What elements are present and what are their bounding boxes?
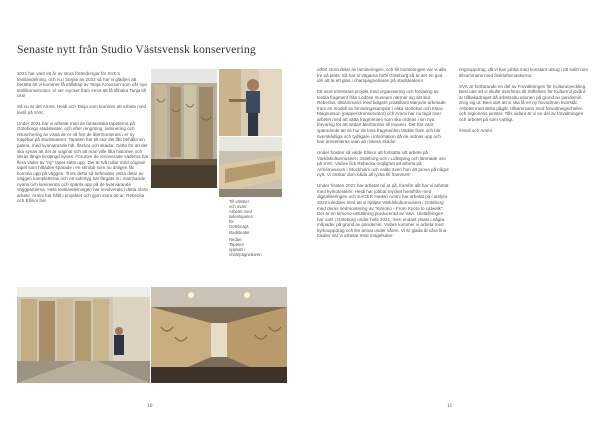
photo-mounting (219, 69, 282, 136)
article-column-1 (17, 71, 150, 210)
paragraph: Ett stort intressant projekt med organisering och förvaring av textila fragment från Lödöse museum närmar sig sitt slut. Rebecka, tillsammans med tidigare praktikant Marjorie arbetade fram en modell av förvaringssamplar i olika storlekar och Klara Magnusson (pappersKonservator) och Ammi har nu tagit över arbetet med att sätta fragmenten som ska ordnas i sin nya förvaring för att sedan återbördas till museet. Det har varit spännande att se hur de lösa fragmenten trädde fram och blir överskådliga och tydligare i information då de ordnas upp och kan presenteras utan att riskera skador. (317, 89, 446, 145)
paragraph: Så nu är det Ammi, Heidi och Tanja som kommer att arbeta med textil på SVK. (17, 104, 147, 115)
paragraph: 2021 har varit ett år av stora förändringar för SVK:s textilavdelning, och nu i början av 2022 så har vi glädjen att berätta att vi kommer få sällskap av Tanja Aronsson som vår nya textilkonservator. Vi ser mycket fram emot att få tillbaka Tanja till oss! (17, 71, 147, 99)
paragraph: utfört stora delar av lamineringen, och till monteringen var vi alla tre på plats. Så har ni vägarna förbi Göteborg så är det en god idé att ta ett glas i champagnebaren på stadsteatern! (317, 67, 446, 84)
paragraph: Under hösten så valde Ellinor att fortsätta sitt arbete på Världskulturmuseet i Göteborg och i Lidköping och lämnade oss på SVK. Vidare fick Rebecka möjlighet att arbeta på Armémuseum i Stockholm och valde även hon att prova på något nytt. Vi önskar dom båda all lycka till framöver! (317, 150, 449, 178)
page-number-right: 11 (447, 403, 453, 409)
photo-studio-table (219, 137, 282, 197)
photo-caption (229, 199, 262, 259)
page-title: Senaste nytt från Studio Västsvensk konservering (17, 42, 256, 56)
paragraph: SVK är fortfarande en del av Förvaltningen för Kulturutveckling. Besi utet att vi skulle överföras till Stiftelsen för Kulturmil jövård är tillbakadraget då arbetssitu ationen på grund av pandemin drog sig ut. Besi utet att vi ska få en ny huvudman kvarstår. Arbetet med detta pågår, tillsammans med förvaltningschefen och regionens jurister. Tills vidare är vi en del av förvaltningen och arbetet på som vanligt. (459, 83, 587, 122)
page-number-left: 10 (147, 403, 153, 409)
paragraph: ringsuppdrag, då vi kan jobba med konstant utsug i ett solitt rum tillsammans med friskluftsmaskerna. (459, 67, 588, 78)
paragraph: Under 2021 har vi arbetat med de fantastiska tapeterna på Göteborgs stadsteater, och efter rengöring, laminering och retuschering av vissa de er så har de återmonterats i er ny foajébar på stadsteatern. Tapeten har till stor del fått behålla sin patina, med kvarvarande hål, fläckar och skador. Detta för att det ska synas att det är original och att man ville låta historien och deras långa livslängd synas. Förutom de renoverade väderna har flera väder av "ny" tapet satts upp. Det är två rullar med original-tapet som hittades sparade i en skrubb som nu änligen får komma upp på väggen. Trots detta så behövdes vissa delar av väggen kompletteras och ett sidertyg har färgats in i matchande nyans och laminerats och spänts upp på de kvarvarande väggpartierna. Hela textilavdelningen har involverats i detta stora arbete. Ammi har hållt i projektet och gjort stora de ar. Rebecka och Ellinor har (17, 120, 149, 204)
caption-text: Till vänster och ovan: Arbetet med sidentapeten för Göteborgs stadsteater. (229, 199, 253, 235)
photo-gallery-wallpaper (151, 69, 217, 188)
signature: /Heidi och Ammi (459, 127, 492, 133)
paragraph: Under hösten 2021 har arbetat rul at på, framför allt har vi arbetat med kyrkotextilier. Heidi har jobbat mycket hemifrån med digitaliseringen och SACER medan Ammi har arbetat på i ateljén. 2022 inleddes med att vi hjälpte Världskulturmuseet i Göteborg med deras nedmontering av "Kimono - From Kyoto to catwalk". Det är en kimono-utställning producerad av V&A. Utställningen har varit i Göteborg under hela 2021, men endast visats i några månader på grund av pandemin. Vidare kommer vi arbeta med kyrkouppdrag och lite annat under våren. Vi är glada åt våra fina lokaler när vi arbetar med mögelsane- (317, 183, 449, 239)
caption-text: Nedan: Tapeten uppsatt i champagnebaren (229, 236, 262, 257)
photo-corridor-team (17, 287, 150, 383)
article-column-4 (459, 67, 589, 139)
article-column-3 (317, 67, 449, 244)
photo-champagne-bar (151, 287, 287, 383)
